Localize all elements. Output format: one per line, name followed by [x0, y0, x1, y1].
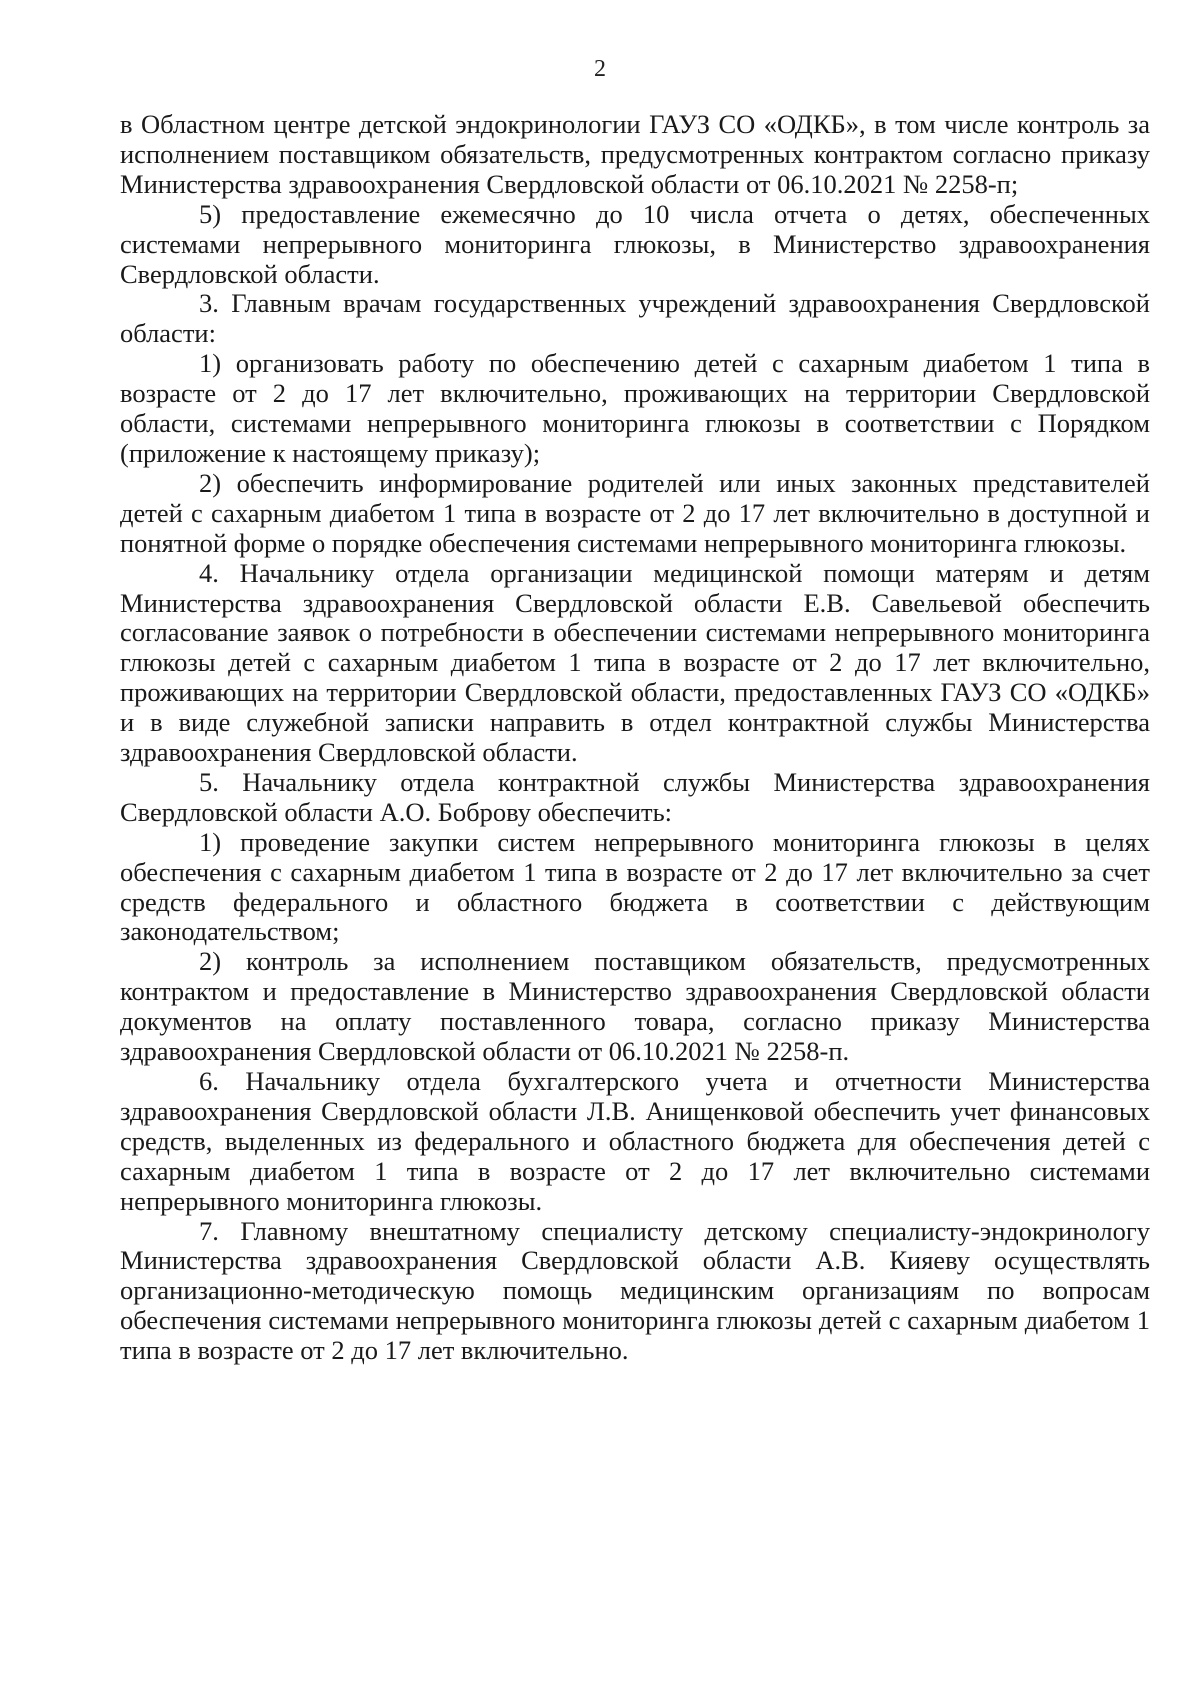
- paragraph: 7. Главному внештатному специалисту детскому специалисту-эндокринологу Министерства здравоохранения Свердловской области А.В. Кияеву осуществлять организационно-методическую помощь медицинским организациям по вопросам обеспечения системами непрерывного мониторинга глюкозы детей с сахарным диабетом 1 типа в возрасте от 2 до 17 лет включительно.: [120, 1215, 1150, 1366]
- paragraph: 2) обеспечить информирование родителей или иных законных представителей детей с сахарным диабетом 1 типа в возрасте от 2 до 17 лет включительно в доступной и понятной форме о порядке обеспечения системами непрерывного мониторинга глюкозы.: [120, 467, 1150, 558]
- paragraph: 2) контроль за исполнением поставщиком обязательств, предусмотренных контрактом и предоставление в Министерство здравоохранения Свердловской области документов на оплату поставленного товара, согласно приказу Министерства здравоохранения Свердловской области от 06.10.2021 № 2258-п.: [120, 946, 1150, 1067]
- paragraph: 3. Главным врачам государственных учреждений здравоохранения Свердловской области:: [120, 288, 1150, 349]
- paragraph: 6. Начальнику отдела бухгалтерского учета и отчетности Министерства здравоохранения Свердловской области Л.В. Анищенковой обеспечить учет финансовых средств, выделенных из федерального и областного бюджета для обеспечения детей с сахарным диабетом 1 типа в возрасте от 2 до 17 лет включительно системами непрерывного мониторинга глюкозы.: [120, 1066, 1150, 1216]
- paragraph: 1) проведение закупки систем непрерывного мониторинга глюкозы в целях обеспечения с сахарным диабетом 1 типа в возрасте от 2 до 17 лет включительно за счет средств федерального и областного бюджета в соответствии с действующим законодательством;: [120, 826, 1150, 947]
- document-body: [120, 110, 1150, 1366]
- paragraph: 5) предоставление ежемесячно до 10 числа отчета о детях, обеспеченных системами непрерывного мониторинга глюкозы, в Министерство здравоохранения Свердловской области.: [120, 198, 1150, 289]
- paragraph: 4. Начальнику отдела организации медицинской помощи матерям и детям Министерства здравоохранения Свердловской области Е.В. Савельевой обеспечить согласование заявок о потребности в обеспечении системами непрерывного мониторинга глюкозы детей с сахарным диабетом 1 типа в возрасте от 2 до 17 лет включительно, проживающих на территории Свердловской области, предоставленных ГАУЗ СО «ОДКБ» и в виде служебной записки направить в отдел контрактной службы Министерства здравоохранения Свердловской области.: [120, 557, 1150, 768]
- page-number: 2: [594, 56, 606, 82]
- paragraph: в Областном центре детской эндокринологии ГАУЗ СО «ОДКБ», в том числе контроль за исполнением поставщиком обязательств, предусмотренных контрактом согласно приказу Министерства здравоохранения Свердловской области от 06.10.2021 № 2258-п;: [120, 109, 1150, 199]
- paragraph: 5. Начальнику отдела контрактной службы Министерства здравоохранения Свердловской области А.О. Боброву обеспечить:: [120, 766, 1150, 827]
- paragraph: 1) организовать работу по обеспечению детей с сахарным диабетом 1 типа в возрасте от 2 до 17 лет включительно, проживающих на территории Свердловской области, системами непрерывного мониторинга глюкозы в соответствии с Порядком (приложение к настоящему приказу);: [120, 348, 1150, 468]
